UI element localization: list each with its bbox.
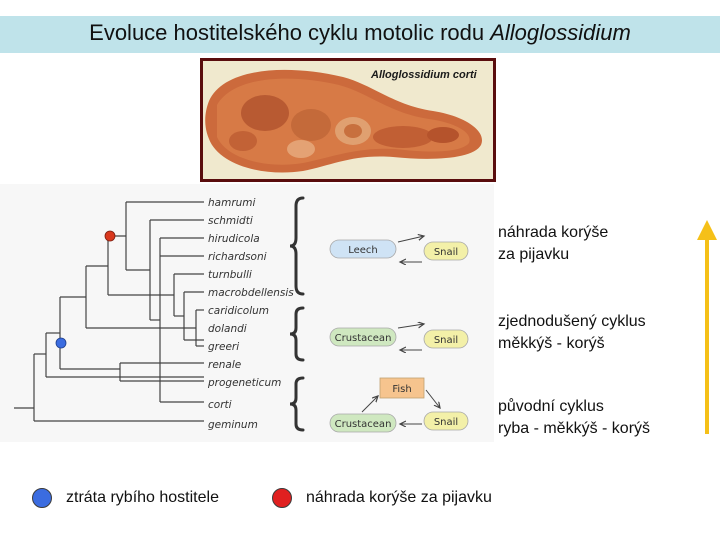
description-leech: [498, 222, 608, 266]
description-line: měkkýš - korýš: [498, 335, 605, 352]
clade-braces: [290, 198, 303, 430]
description-original: [498, 396, 650, 440]
taxon-label: turnbulli: [208, 269, 252, 281]
phylogeny-and-cycles: [0, 184, 494, 442]
leech-cycle: [330, 236, 468, 262]
fish-label: Fish: [392, 384, 412, 395]
crustacean-label: Crustacean: [334, 333, 392, 344]
taxon-label: geminum: [208, 419, 258, 431]
taxon-label: greeri: [208, 341, 240, 353]
fish-cycle: [330, 378, 468, 432]
taxon-label: hamrumi: [208, 197, 256, 209]
taxon-label: renale: [208, 359, 242, 371]
legend-label: ztráta rybího hostitele: [66, 489, 219, 506]
brace-fish-clade: [290, 378, 303, 430]
taxon-label: richardsoni: [208, 251, 267, 263]
description-line: náhrada korýše: [498, 224, 609, 241]
taxon-label: caridicolum: [208, 305, 270, 317]
blue-dot-icon: [32, 488, 52, 508]
taxon-label: corti: [208, 399, 232, 411]
crustacean-label: Crustacean: [334, 419, 392, 430]
snail-label: Snail: [433, 247, 459, 258]
snail-label: Snail: [433, 417, 459, 428]
blue-node-marker: [56, 338, 66, 348]
taxon-label: macrobdellensis: [208, 287, 294, 299]
page-title: Evoluce hostitelského cyklu motolic rodu Alloglossidium: [89, 20, 631, 45]
specimen-photo: [200, 58, 496, 182]
taxon-label: progeneticum: [208, 377, 282, 389]
red-node-marker: [105, 231, 115, 241]
description-line: zjednodušený cyklus: [498, 313, 646, 330]
legend-label: náhrada korýše za pijavku: [306, 489, 492, 506]
crustacean-cycle: [330, 324, 468, 350]
genus-name: Alloglossidium: [490, 20, 631, 45]
red-dot-icon: [272, 488, 292, 508]
leech-label: Leech: [348, 245, 378, 256]
taxon-labels: [207, 197, 294, 431]
evolution-arrow-icon: [696, 220, 718, 436]
snail-label: Snail: [433, 335, 459, 346]
brace-leech-clade: [290, 198, 303, 294]
brace-crustacean-clade: [290, 308, 303, 360]
taxon-label: hirudicola: [208, 233, 260, 245]
host-cycle-diagram: [0, 184, 494, 442]
taxon-label: dolandi: [208, 323, 247, 335]
taxon-label: schmidti: [208, 215, 253, 227]
description-line: za pijavku: [498, 246, 570, 263]
description-line: ryba - měkkýš - korýš: [498, 420, 651, 437]
description-line: původní cyklus: [498, 398, 604, 415]
description-simplified: [498, 311, 646, 355]
specimen-label: Alloglossidium corti: [371, 69, 477, 81]
